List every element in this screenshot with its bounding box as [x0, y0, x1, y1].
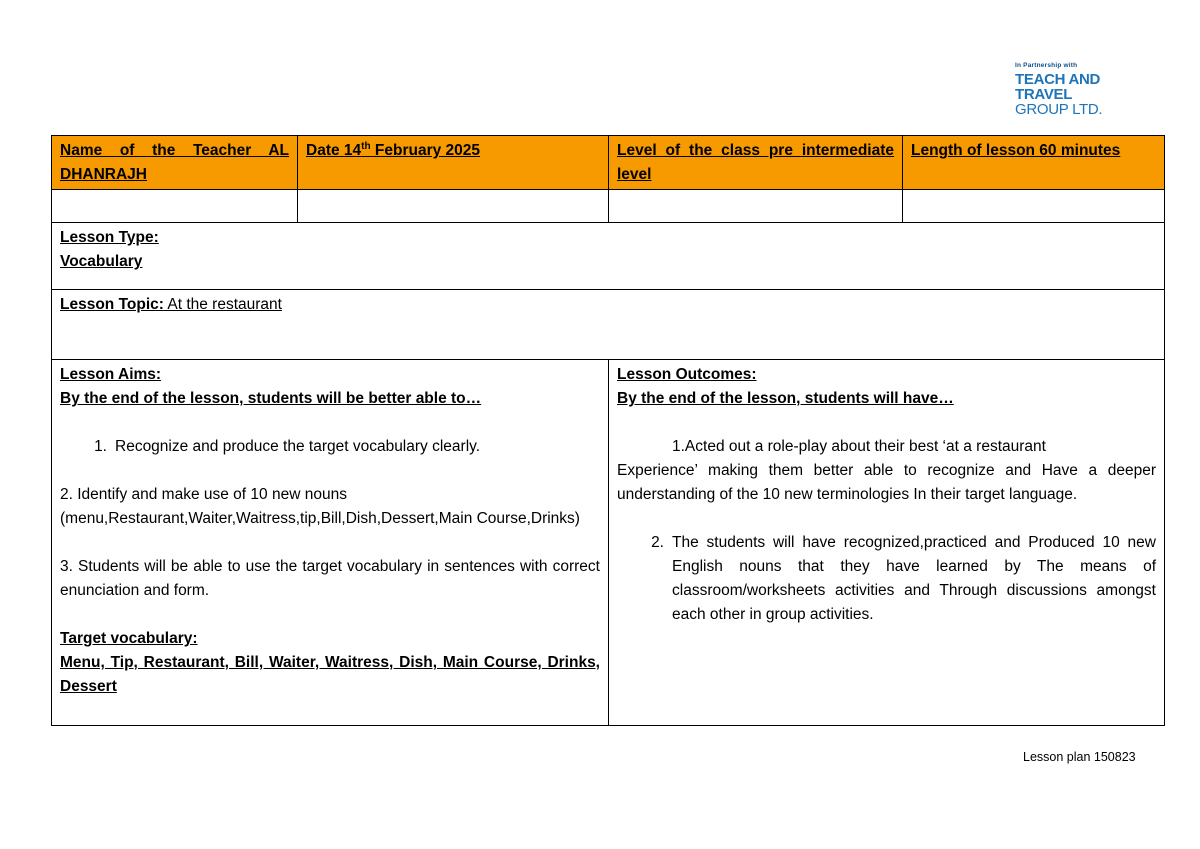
lesson-type-value: Vocabulary	[60, 253, 143, 270]
teacher-name: Name of the Teacher AL DHANRAJH	[60, 142, 289, 183]
lesson-aims-label: Lesson Aims:	[60, 366, 162, 383]
lesson-type-cell	[52, 223, 1165, 290]
lesson-topic-row	[52, 290, 1165, 360]
date-superscript: th	[361, 140, 371, 152]
outcome-item-2-text: The students will have recognized,practiced and Produced 10 new English nouns that they have learned by The means of classroom/worksheets activities and Through discussions amongst each other in group activities.	[672, 534, 1156, 623]
outcome-item-2-number: 2.	[651, 534, 664, 551]
header-row	[52, 136, 1165, 190]
class-level: Level of the class pre intermediate level	[617, 142, 894, 183]
aim-item-1-number: 1.	[94, 438, 107, 455]
logo-line-2: GROUP LTD.	[1015, 101, 1103, 118]
lesson-outcomes-intro: By the end of the lesson, students will have…	[617, 390, 954, 407]
target-vocabulary-label: Target vocabulary:	[60, 630, 198, 647]
lesson-plan-table	[51, 135, 1165, 726]
logo-partner-text: In Partnership with	[1015, 62, 1078, 69]
teacher-name-cell	[52, 136, 298, 190]
lesson-aims-intro: By the end of the lesson, students will be better able to…	[60, 390, 482, 407]
aim-item-1	[60, 435, 600, 459]
lesson-length: Length of lesson 60 minutes	[911, 142, 1121, 159]
outcome-item-1-first-line: 1.Acted out a role-play about their best ‘at a restaurant	[672, 438, 1046, 455]
outcome-item-2	[617, 531, 1156, 627]
aim-item-3: 3. Students will be able to use the target vocabulary in sentences with correct enunciation and form.	[60, 558, 600, 599]
lesson-outcomes-label: Lesson Outcomes:	[617, 366, 757, 383]
blank-cell	[52, 190, 298, 223]
lesson-type-row	[52, 223, 1165, 290]
date-cell	[298, 136, 609, 190]
lesson-topic-cell	[52, 290, 1165, 360]
outcome-item-1-rest: Experience’ making them better able to recognize and Have a deeper understanding of the 10 new terminologies In their target language.	[617, 462, 1156, 503]
footer-lesson-plan-id: Lesson plan 150823	[1023, 750, 1136, 764]
blank-cell	[609, 190, 903, 223]
target-vocabulary-list: Menu, Tip, Restaurant, Bill, Waiter, Waitress, Dish, Main Course, Drinks, Dessert	[60, 654, 600, 695]
lesson-type-label: Lesson Type:	[60, 229, 159, 246]
logo-line-1: TEACH AND TRAVEL	[1015, 71, 1101, 103]
blank-row	[52, 190, 1165, 223]
class-level-cell	[609, 136, 903, 190]
partner-logo	[1015, 62, 1145, 117]
date-prefix: Date 14	[306, 142, 362, 159]
lesson-aims-cell	[52, 360, 609, 726]
lesson-topic-value: At the restaurant	[163, 296, 282, 313]
aims-outcomes-row	[52, 360, 1165, 726]
lesson-topic-label: Lesson Topic:	[60, 296, 164, 313]
lesson-outcomes-cell	[609, 360, 1165, 726]
aim-item-2: 2. Identify and make use of 10 new nouns (menu,Restaurant,Waiter,Waitress,tip,Bill,Dish,Dessert,Main Course,Drinks)	[60, 486, 580, 527]
blank-cell	[298, 190, 609, 223]
date-suffix: February 2025	[370, 142, 481, 159]
lesson-length-cell	[903, 136, 1165, 190]
aim-item-1-text: Recognize and produce the target vocabulary clearly.	[115, 438, 481, 455]
blank-cell	[903, 190, 1165, 223]
